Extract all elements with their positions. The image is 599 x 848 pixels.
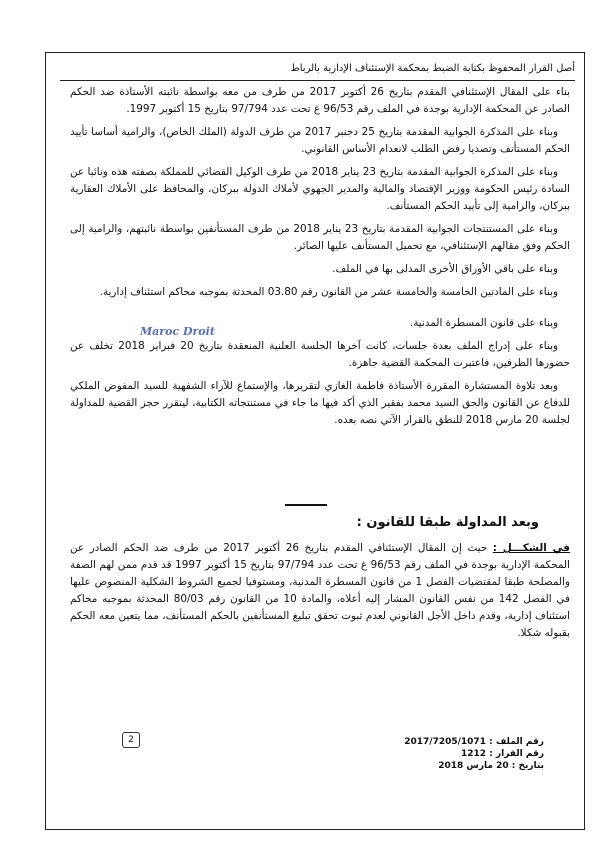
- paragraph-law-articles: وبناء على المادتين الخامسة والخامسة عشر من القانون رقم 03.80 المحدثة بموجبه محاكم استئناف إدارية.: [99, 286, 558, 298]
- deliberation-heading: وبعد المداولة طبقا للقانون :: [356, 515, 539, 530]
- decision-date: بتاريخ : 20 مارس 2018: [438, 761, 544, 771]
- form-section: [70, 540, 570, 642]
- form-paragraph: [70, 540, 570, 642]
- paragraph-appeal: بناء على المقال الإستئنافي المقدم بتاريخ 26 أكتوبر 2017 من طرف من معه بواسطة نائبته الأستاذة ضد الحكم الصادر عن المحكمة الإدارية بوجدة في الملف رقم 96/53 غ تحت عدد 97/794 بتاريخ 15 أكتوبر 1997.: [70, 86, 570, 115]
- document-header: أصل القرار المحفوظ بكتابة الضبط بمحكمة الإستئناف الإدارية بالرباط: [60, 58, 575, 81]
- paragraph-deliberation: وبعد تلاوة المستشارة المقررة الأستاذة فاطمة الغازي لتقريرها، والإستماع للآراء الشفهية للسيد المفوض الملكي للدفاع عن القانون والحق السيد محمد بفقير الذي أكد فيها ما جاء في مستنتجاته الكتابية، ليتقرر حجز القضية للمداولة لجلسة 20 مارس 2018 للنطق بالقرار الآتي نصه بعده.: [70, 380, 570, 426]
- file-number: رقم الملف : 2017/7205/1071: [404, 737, 544, 747]
- paragraph-hearings: وبناء على إدراج الملف بعدة جلسات، كانت آخرها الجلسة العلنية المنعقدة بتاريخ 20 فبراير 2018 تخلف عن حضورها الطرفين، فاعتبرت المحكمة القضية جاهزة.: [70, 340, 570, 369]
- paragraph-judicial-agent: وبناء على المذكرة الجوابية المقدمة بتاريخ 23 يناير 2018 من طرف الوكيل القضائي للمملكة بصفته هذه ونائبا عن السادة رئيس الحكومة ووزير الإقتصاد والمالية والمدير الجهوي لأملاك الدولة ببركان، والمحافظ على الأملاك العقارية ببركان، والرامية إلى تأييد الحكم المستأنف.: [70, 166, 570, 212]
- paragraph-civil-procedure: وبناء على قانون المسطرة المدنية.: [409, 317, 558, 329]
- case-metadata: [354, 736, 544, 772]
- form-label: في الشكـــل :: [492, 542, 570, 554]
- paragraph-state-reply: وبناء على المذكرة الجوابية المقدمة بتاريخ 25 دجنبر 2017 من طرف الدولة (الملك الخاص)، والرامية أساسا تأييد الحكم المستأنف وتصديا رفض الطلب لانعدام الأساس القانوني.: [70, 126, 570, 155]
- paragraph-conclusions: وبناء على المستنتجات الجوابية المقدمة بتاريخ 23 يناير 2018 من طرف المستأنفين بواسطة نائبتهم، والرامية إلى الحكم وفق مقالهم الإستئنافي، مع تحميل المستأنف عليها الصائر.: [70, 223, 570, 252]
- decision-number: رقم القرار : 1212: [461, 749, 544, 759]
- section-divider: [285, 504, 327, 506]
- document-body: [70, 84, 570, 435]
- brand-watermark: Maroc Droit: [140, 325, 215, 338]
- paragraph-other-documents: وبناء على باقي الأوراق الأخرى المدلى بها في الملف.: [332, 263, 558, 275]
- form-text: حيث إن المقال الإستئنافي المقدم بتاريخ 26 أكتوبر 2017 من طرف ضد الحكم الصادر عن المحكمة الإدارية بوجدة في الملف رقم 96/53 غ تحت عدد 97/794 بتاريخ 15 أكتوبر 1997 قد قدم ممن لهم الصفة والمصلحة طبقا لمقتضيات الفصل 1 من قانون المسطرة المدنية، ومستوفيا لجميع الشروط الشكلية المنصوص عليها في الفصل 142 من نفس القانون المشار إليه أعلاه، والمادة 10 من القانون رقم 80/03 المحدثة بموجبه محاكم استئناف إدارية، وقدم داخل الأجل القانوني لعدم ثبوت تحقق تبليغ المستأنفين بالحكم المستأنف، مما يتعين معه الحكم بقبوله شكلا.: [70, 542, 570, 639]
- page-number-stamp: 2: [122, 732, 140, 748]
